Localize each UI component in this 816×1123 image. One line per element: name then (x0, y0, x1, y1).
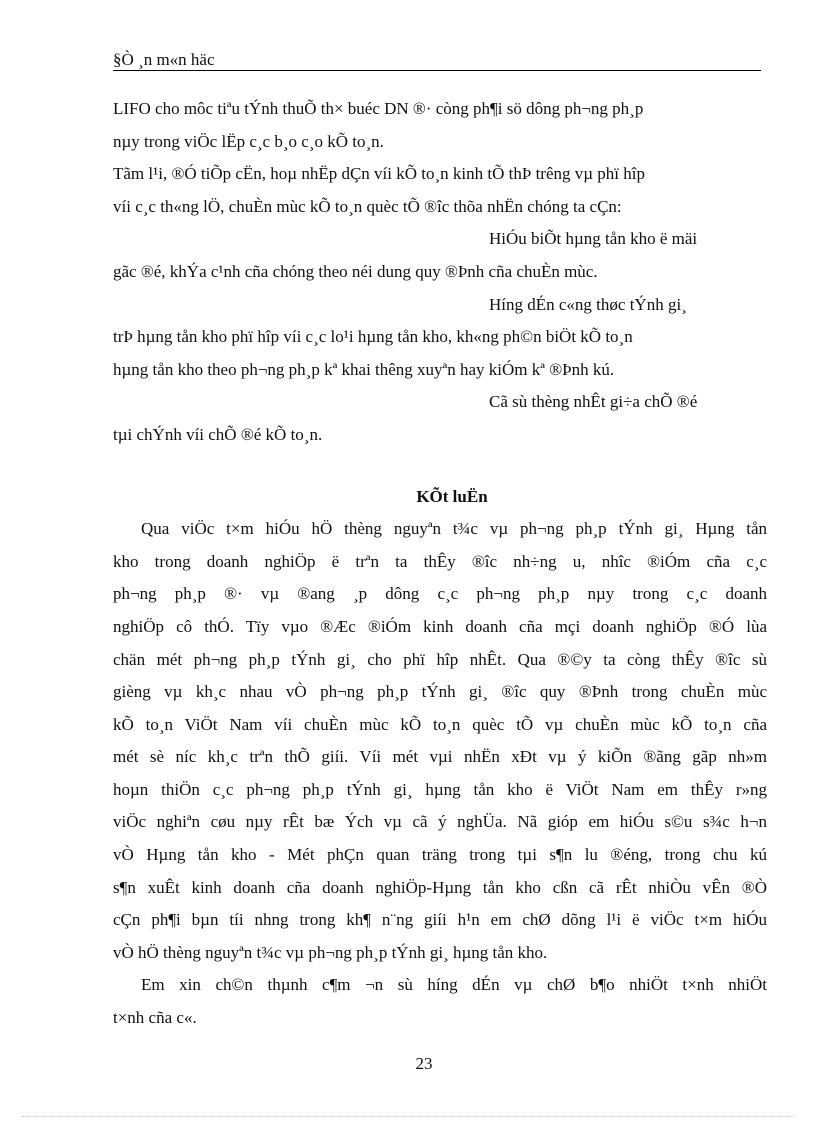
paragraph-line: nghiÖp cô thÓ. Tïy vµo ®Æc ®iÓm kinh doanh cña mçi doanh nghiÖp ®Ó lùa (113, 616, 767, 636)
list-item-lead: HiÓu biÕt hµng tån kho ë mäi (489, 229, 698, 249)
paragraph-line: ph¬ng ph¸p ®· vµ ®ang ¸p dông c¸c ph¬ng ph¸p nµy trong c¸c doanh (113, 584, 767, 604)
body-text (113, 93, 767, 1035)
list-item-continuation: gãc ®é, khÝa c¹nh cña chóng theo néi dung quy ®Þnh cña chuÈn mùc. (113, 261, 598, 281)
text-line: víi c¸c th«ng lÖ, chuÈn mùc kÕ to¸n quèc tÕ ®îc thõa nhËn chóng ta cÇn: (113, 196, 622, 216)
paragraph-line: Qua viÖc t×m hiÓu hÖ thèng nguyªn t¾c vµ ph¬ng ph¸p tÝnh gi¸ Hµng tån (141, 519, 767, 539)
paragraph-line: t×nh cña c«. (113, 1008, 197, 1028)
paragraph-line: mét sè níc kh¸c trªn thÕ giíi. Víi mét vµi nhËn xÐt vµ ý kiÕn ®ãng gãp nh»m (113, 747, 767, 767)
paragraph-line: gièng vµ kh¸c nhau vÒ ph¬ng ph¸p tÝnh gi¸ ®îc quy ®Þnh trong chuÈn mùc (113, 682, 767, 702)
paragraph-line: s¶n xuÊt kinh doanh cña doanh nghiÖp-Hµng tån kho cßn cã rÊt nhiÒu vÊn ®Ò (113, 877, 767, 897)
footer-rule (22, 1116, 794, 1117)
list-item-continuation: hµng tån kho theo ph¬ng ph¸p kª khai thêng xuyªn hay kiÓm kª ®Þnh kú. (113, 359, 615, 379)
text-line: nµy trong viÖc lËp c¸c b¸o c¸o kÕ to¸n. (113, 131, 384, 151)
list-item-continuation: trÞ hµng tån kho phï hîp víi c¸c lo¹i hµng tån kho, kh«ng ph©n biÖt kÕ to¸n (113, 327, 633, 347)
list-item-lead: Híng dÉn c«ng thøc tÝnh gi¸ (489, 294, 687, 314)
list-item-lead: Cã sù thèng nhÊt gi÷a chÕ ®é (489, 392, 698, 412)
text-line: Tãm l¹i, ®Ó tiÕp cËn, hoµ nhËp dÇn víi kÕ to¸n kinh tÕ thÞ trêng vµ phï hîp (113, 164, 645, 184)
paragraph-line: chän mét ph¬ng ph¸p tÝnh gi¸ cho phï hîp nhÊt. Qua ®©y ta còng thÊy ®îc sù (113, 649, 767, 669)
paragraph-line: vÒ hÖ thèng nguyªn t¾c vµ ph¬ng ph¸p tÝnh gi¸ hµng tån kho. (113, 942, 548, 962)
paragraph-line: Em xin ch©n thµnh c¶m ¬n sù híng dÉn vµ chØ b¶o nhiÖt t×nh nhiÖt (141, 975, 767, 995)
paragraph-line: hoµn thiÖn c¸c ph¬ng ph¸p tÝnh gi¸ hµng tån kho ë ViÖt Nam em thÊy r»ng (113, 779, 767, 799)
page-header: §Ò ¸n m«n häc (113, 50, 215, 69)
paragraph-line: cÇn ph¶i bµn tíi nhng trong kh¶ n¨ng giíi h¹n em chØ dõng l¹i ë viÖc t×m hiÓu (113, 910, 767, 930)
paragraph-line: kho trong doanh nghiÖp ë trªn ta thÊy ®îc nh÷ng u, nhîc ®iÓm cña c¸c (113, 551, 767, 571)
text-line: LIFO cho môc tiªu tÝnh thuÕ th× buéc DN ®· còng ph¶i sö dông ph¬ng ph¸p (113, 99, 644, 118)
section-title: KÕt luËn (416, 486, 488, 506)
page-number: 23 (415, 1054, 433, 1073)
paragraph-line: kÕ to¸n ViÖt Nam víi chuÈn mùc kÕ to¸n quèc tÕ vµ chuÈn mùc kÕ to¸n cña (113, 714, 767, 734)
paragraph-line: vÒ Hµng tån kho - Mét phÇn quan träng trong tµi s¶n lu ®éng, trong chu kú (113, 845, 767, 865)
list-item-continuation: tµi chÝnh víi chÕ ®é kÕ to¸n. (113, 424, 323, 444)
paragraph-line: viÖc nghiªn cøu nµy rÊt bæ Ých vµ cã ý nghÜa. Nã gióp em hiÓu s©u s¾c h¬n (113, 812, 767, 832)
header-rule (113, 70, 761, 71)
